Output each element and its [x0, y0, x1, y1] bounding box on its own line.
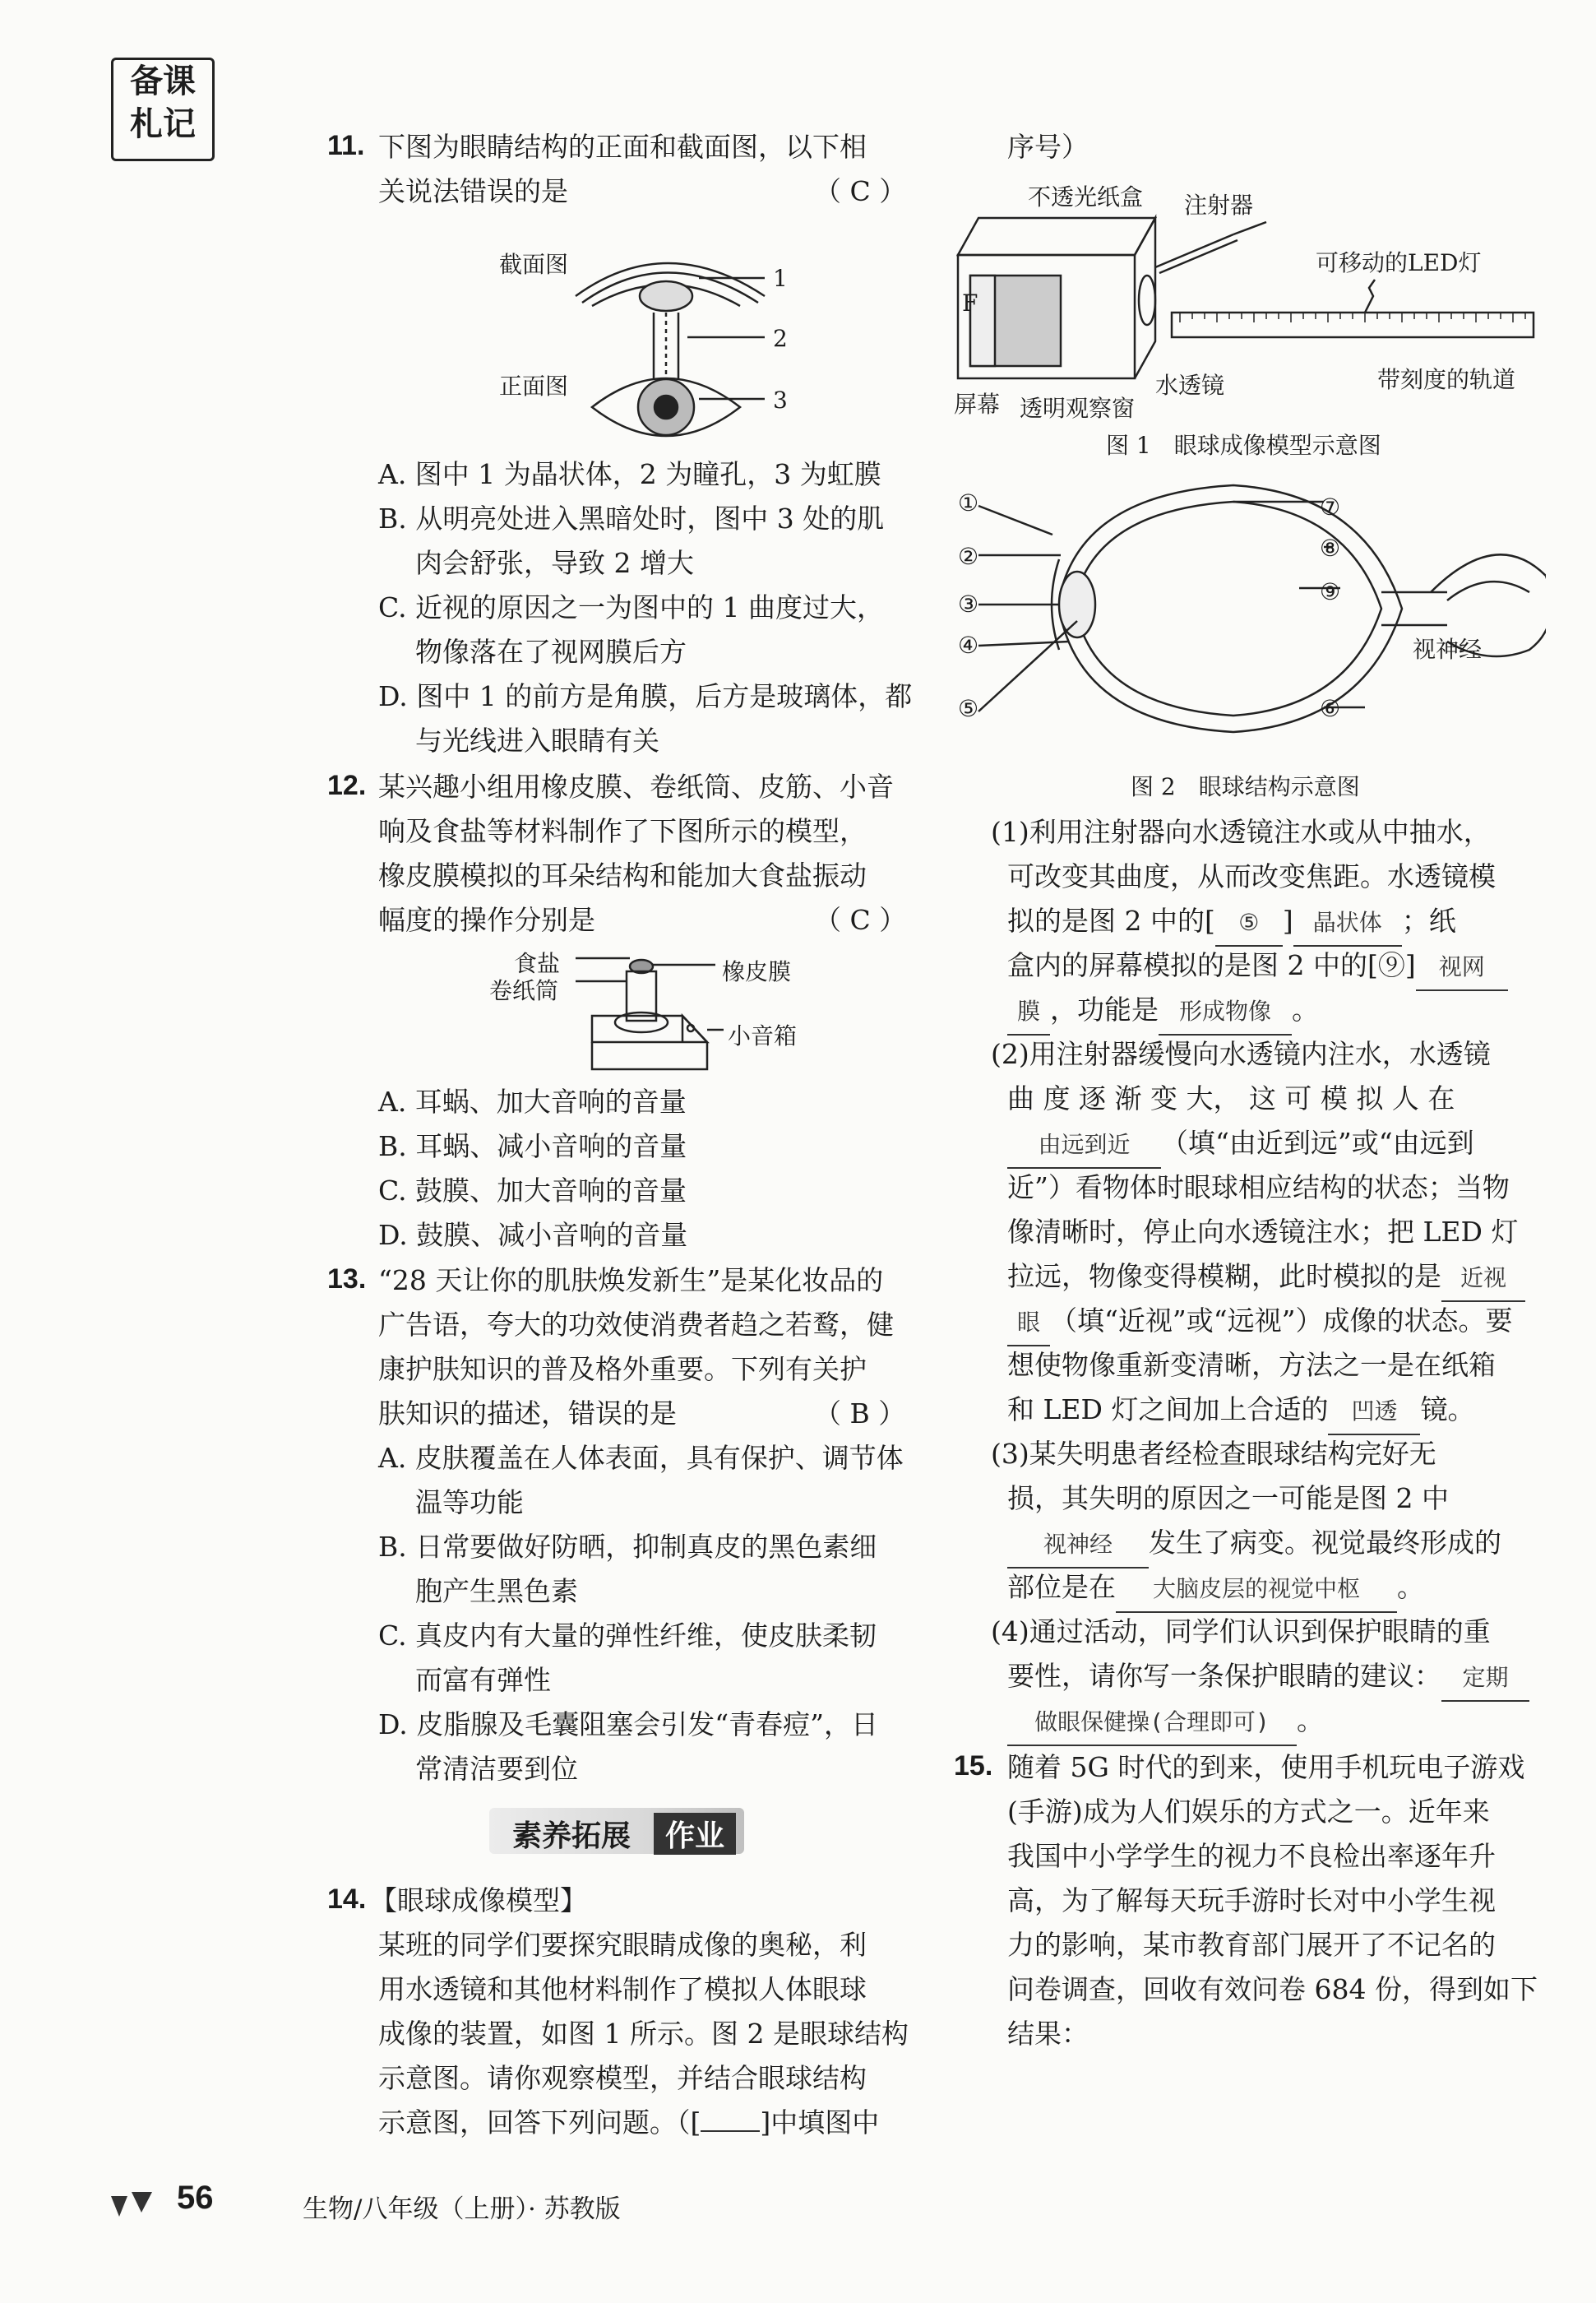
- fig2-label-9: ⑨: [1320, 578, 1341, 605]
- q14-answer-lens-number: ⑤: [1215, 901, 1283, 947]
- section-title-tag: 作业: [654, 1813, 736, 1855]
- q13-option-b-cont: 胞产生黑色素: [415, 1575, 578, 1607]
- q12-number: 12.: [327, 770, 367, 801]
- badge-line-2: 札记: [130, 104, 196, 143]
- fig2-label-4: ④: [958, 632, 979, 659]
- q15-stem-line1: 随着 5G 时代的到来，使用手机玩电子游戏: [1007, 1751, 1525, 1783]
- q13-stem-line1: “28 天让你的肌肤焕发新生”是某化妆品的: [378, 1264, 884, 1296]
- q14-stem-line3: 成像的装置，如图 1 所示。图 2 是眼球结构: [378, 2018, 909, 2050]
- q14-stem-line5b: ]中填图中: [760, 2106, 880, 2138]
- q12-stem-line2: 响及食盐等材料制作了下图所示的模型，: [378, 815, 867, 847]
- q15-stem-line5: 力的影响，某市教育部门展开了不记名的: [1007, 1929, 1496, 1961]
- q14-stem-line1: 某班的同学们要探究眼睛成像的奥秘，利: [378, 1929, 867, 1961]
- fig1-label-track: 带刻度的轨道: [1377, 366, 1516, 393]
- q13-option-c: C. 真皮内有大量的弹性纤维，使皮肤柔韧: [378, 1620, 877, 1652]
- q13-option-a-cont: 温等功能: [415, 1486, 524, 1518]
- q15-stem-line3: 我国中小学学生的视力不良检出率逐年升: [1007, 1840, 1496, 1872]
- q14-p1-line3: [1007, 899, 1456, 947]
- q14-p2-line2: 曲 度 逐 渐 变 大， 这 可 模 拟 人 在: [1007, 1082, 1455, 1114]
- fig1-label-box: 不透光纸盒: [1028, 183, 1144, 211]
- q11-stem-line1: 下图为眼睛结构的正面和截面图，以下相: [378, 131, 867, 163]
- q11-option-d: D. 图中 1 的前方是角膜，后方是玻璃体，都: [378, 680, 913, 712]
- q14-stem-line4: 示意图。请你观察模型，并结合眼球结构: [378, 2062, 867, 2094]
- q11-option-c: C. 近视的原因之一为图中的 1 曲度过大，: [378, 591, 885, 623]
- fig-label-tube: 卷纸筒: [489, 977, 559, 1004]
- q14-p3-line4a: 部位是在: [1007, 1571, 1116, 1603]
- fig-label-box: 小音箱: [728, 1022, 798, 1050]
- q12-answer: （ C ）: [814, 904, 907, 936]
- q11-stem-line2: 关说法错误的是: [378, 175, 568, 207]
- q14-p3-line4: [1007, 1565, 1424, 1613]
- q15-stem-line2: (手游)成为人们娱乐的方式之一。近年来: [1007, 1796, 1490, 1828]
- q12-option-d: D. 鼓膜、减小音响的音量: [378, 1219, 688, 1251]
- q14-p1-line3b: ]: [1282, 905, 1293, 937]
- q14-answer-visual-center: 大脑皮层的视觉中枢: [1116, 1567, 1397, 1613]
- q14-answer-vision-b: 眼: [1007, 1300, 1050, 1346]
- q14-p2-line9: [1007, 1388, 1474, 1435]
- q12-stem-line3: 橡皮膜模拟的耳朵结构和能加大食盐振动: [378, 860, 867, 892]
- fig2-label-8: ⑧: [1320, 535, 1341, 562]
- fig1-label-syringe: 注射器: [1184, 192, 1254, 219]
- q11-option-a: A. 图中 1 为晶状体，2 为瞳孔，3 为虹膜: [378, 458, 881, 490]
- q14-p2-line1: (2)用注射器缓慢向水透镜内注水，水透镜: [991, 1038, 1491, 1070]
- q15-stem-line7: 结果：: [1007, 2018, 1089, 2050]
- q14-p2-line6: [1007, 1254, 1525, 1302]
- fig2-label-1: ①: [958, 489, 979, 517]
- q13-option-d: D. 皮脂腺及毛囊阻塞会引发“青春痘”，日: [378, 1708, 879, 1740]
- notes-badge: [111, 58, 215, 161]
- q14-answer-advice-a: 定期: [1441, 1656, 1529, 1702]
- fig1-label-f: F: [962, 290, 978, 317]
- q11-number: 11.: [327, 130, 365, 161]
- q14-tag: 【眼球成像模型】: [370, 1884, 587, 1916]
- q14-answer-lens-type: 凹透: [1328, 1389, 1420, 1435]
- fig2-caption: 图 2 眼球结构示意图: [1131, 773, 1360, 800]
- q14-p2-line7b: （填“近视”或“远视”）成像的状态。要: [1050, 1304, 1513, 1337]
- q14-p3-line4b: 。: [1397, 1571, 1424, 1603]
- fig-label-front: 正面图: [499, 373, 569, 400]
- fig-label-2: 2: [773, 325, 788, 352]
- q14-p3-line1: (3)某失明患者经检查眼球结构完好无: [991, 1438, 1436, 1470]
- fig1-label-led: 可移动的LED灯: [1316, 249, 1482, 276]
- q13-answer: （ B ）: [814, 1397, 906, 1430]
- q14-answer-screen-b: 膜: [1007, 989, 1050, 1036]
- q14-p3-line3b: 发生了病变。视觉最终形成的: [1149, 1527, 1501, 1559]
- fig2-label-7: ⑦: [1320, 494, 1341, 521]
- q12-option-a: A. 耳蜗、加大音响的音量: [378, 1086, 687, 1118]
- q15-number: 15.: [954, 1750, 993, 1782]
- q13-option-b: B. 日常要做好防晒，抑制真皮的黑色素细: [378, 1531, 877, 1563]
- q14-number: 14.: [327, 1884, 367, 1915]
- page-number: 56: [177, 2180, 214, 2216]
- q14-p2-line4: 近”）看物体时眼球相应结构的状态；当物: [1007, 1171, 1510, 1203]
- q14-stem-line5: [378, 2101, 879, 2145]
- q13-stem-line3: 康护肤知识的普及格外重要。下列有关护: [378, 1353, 867, 1385]
- eye-structure-figure-2: [954, 477, 1546, 748]
- q13-stem-line2: 广告语，夸大的功效使消费者趋之若鹜，健: [378, 1309, 894, 1341]
- q13-option-a: A. 皮肤覆盖在人体表面，具有保护、调节体: [378, 1442, 904, 1474]
- q14-p2-line7: [1007, 1299, 1512, 1346]
- q12-stem-line1: 某兴趣小组用橡皮膜、卷纸筒、皮筋、小音: [378, 771, 894, 803]
- q14-p2-line5: 像清晰时，停止向水透镜注水；把 LED 灯: [1007, 1216, 1519, 1248]
- fig2-label-2: ②: [958, 543, 979, 570]
- q14-p1-line4a: 盒内的屏幕模拟的是图 2 中的[⑨]: [1007, 949, 1416, 981]
- q15-stem-line6: 问卷调查，回收有效问卷 684 份，得到如下: [1007, 1973, 1538, 2005]
- q14-answer-function: 形成物像: [1159, 989, 1292, 1036]
- q14-p1-line3c: ；纸: [1401, 905, 1456, 937]
- fig1-label-screen: 屏幕: [954, 391, 1001, 418]
- q14-p4-line3: [1007, 1698, 1324, 1746]
- q14-p2-line3b: （填“由近到远”或“由远到: [1161, 1127, 1474, 1159]
- fig2-label-6: ⑥: [1320, 695, 1341, 722]
- q14-answer-distance: 由远到近: [1007, 1123, 1161, 1169]
- q13-option-c-cont: 而富有弹性: [415, 1664, 551, 1696]
- q12-stem-line4: 幅度的操作分别是: [378, 904, 595, 936]
- q14-p1-line3a: 拟的是图 2 中的[: [1007, 905, 1215, 937]
- q14-p1-line5c: 。: [1292, 994, 1319, 1026]
- q14-p1-line2: 可改变其曲度，从而改变焦距。水透镜模: [1007, 860, 1496, 892]
- q11-option-b: B. 从明亮处进入黑暗处时，图中 3 处的肌: [378, 503, 885, 535]
- fig-label-section: 截面图: [499, 251, 569, 278]
- q11-option-d-cont: 与光线进入眼睛有关: [415, 725, 659, 757]
- q14-stem-line2: 用水透镜和其他材料制作了模拟人体眼球: [378, 1973, 867, 2005]
- q14-p4-line2: [1007, 1654, 1529, 1702]
- q12-option-c: C. 鼓膜、加大音响的音量: [378, 1175, 687, 1207]
- q14-p4-line1: (4)通过活动，同学们认识到保护眼睛的重: [991, 1615, 1491, 1647]
- fig2-label-5: ⑤: [958, 695, 979, 722]
- q14-stem-cont-line: 序号）: [1007, 131, 1089, 163]
- q14-p4-line3b: 。: [1297, 1704, 1324, 1736]
- q11-option-b-cont: 肉会舒张，导致 2 增大: [415, 547, 694, 579]
- q12-option-b: B. 耳蜗、减小音响的音量: [378, 1130, 687, 1162]
- q14-answer-nerve: 视神经: [1007, 1522, 1149, 1569]
- q14-p1-line5: [1007, 988, 1319, 1036]
- q14-answer-lens-name: 晶状体: [1293, 901, 1402, 947]
- q13-number: 13.: [327, 1263, 367, 1295]
- fig-label-3: 3: [773, 387, 788, 414]
- q11-answer: （ C ）: [814, 175, 907, 207]
- footer-arrow-icon: [107, 2188, 156, 2221]
- q14-p3-line2: 损，其失明的原因之一可能是图 2 中: [1007, 1482, 1449, 1514]
- badge-line-1: 备课: [130, 62, 196, 100]
- q11-option-c-cont: 物像落在了视网膜后方: [415, 636, 687, 668]
- q14-stem-line5a: 示意图，回答下列问题。（[: [378, 2106, 701, 2138]
- q14-p2-line6a: 拉远，物像变得模糊，此时模拟的是: [1007, 1260, 1441, 1292]
- q14-answer-advice-b: 做眼保健操(合理即可): [1007, 1700, 1297, 1746]
- fig2-label-3: ③: [958, 591, 979, 618]
- fig-label-salt: 食盐: [514, 950, 561, 977]
- q13-option-d-cont: 常清洁要到位: [415, 1753, 578, 1785]
- q14-p2-line9b: 镜。: [1420, 1393, 1475, 1425]
- ear-model-figure: [576, 950, 855, 1082]
- q14-p2-line9a: 和 LED 灯之间加上合适的: [1007, 1393, 1329, 1425]
- q13-stem-line4: 肤知识的描述，错误的是: [378, 1397, 677, 1430]
- fig1-label-lens: 水透镜: [1155, 372, 1225, 399]
- section-header: [489, 1808, 744, 1854]
- q15-stem-line4: 高，为了解每天玩手游时长对中小学生视: [1007, 1884, 1496, 1916]
- q14-p1-line1: (1)利用注射器向水透镜注水或从中抽水，: [991, 816, 1491, 848]
- fig1-caption: 图 1 眼球成像模型示意图: [1106, 432, 1381, 459]
- q14-p1-line4: [1007, 943, 1508, 991]
- q14-p3-line3: [1007, 1521, 1501, 1569]
- fig1-label-window: 透明观察窗: [1020, 395, 1136, 422]
- fig2-label-nerve: 视神经: [1413, 636, 1483, 663]
- fig-label-1: 1: [773, 265, 788, 292]
- section-title-main: 素养拓展: [512, 1819, 631, 1853]
- book-title: 生物/八年级（上册）· 苏教版: [303, 2194, 621, 2224]
- q14-p1-line5b: ，功能是: [1050, 994, 1159, 1026]
- q14-answer-vision-a: 近视: [1441, 1256, 1525, 1302]
- q14-p2-line3: [1007, 1121, 1474, 1169]
- q14-answer-screen-a: 视网: [1416, 945, 1508, 991]
- q14-p4-line2a: 要性，请你写一条保护眼睛的建议：: [1007, 1660, 1441, 1692]
- q14-p2-line8: 想使物像重新变清晰，方法之一是在纸箱: [1007, 1349, 1496, 1381]
- fig-label-membrane: 橡皮膜: [722, 958, 792, 985]
